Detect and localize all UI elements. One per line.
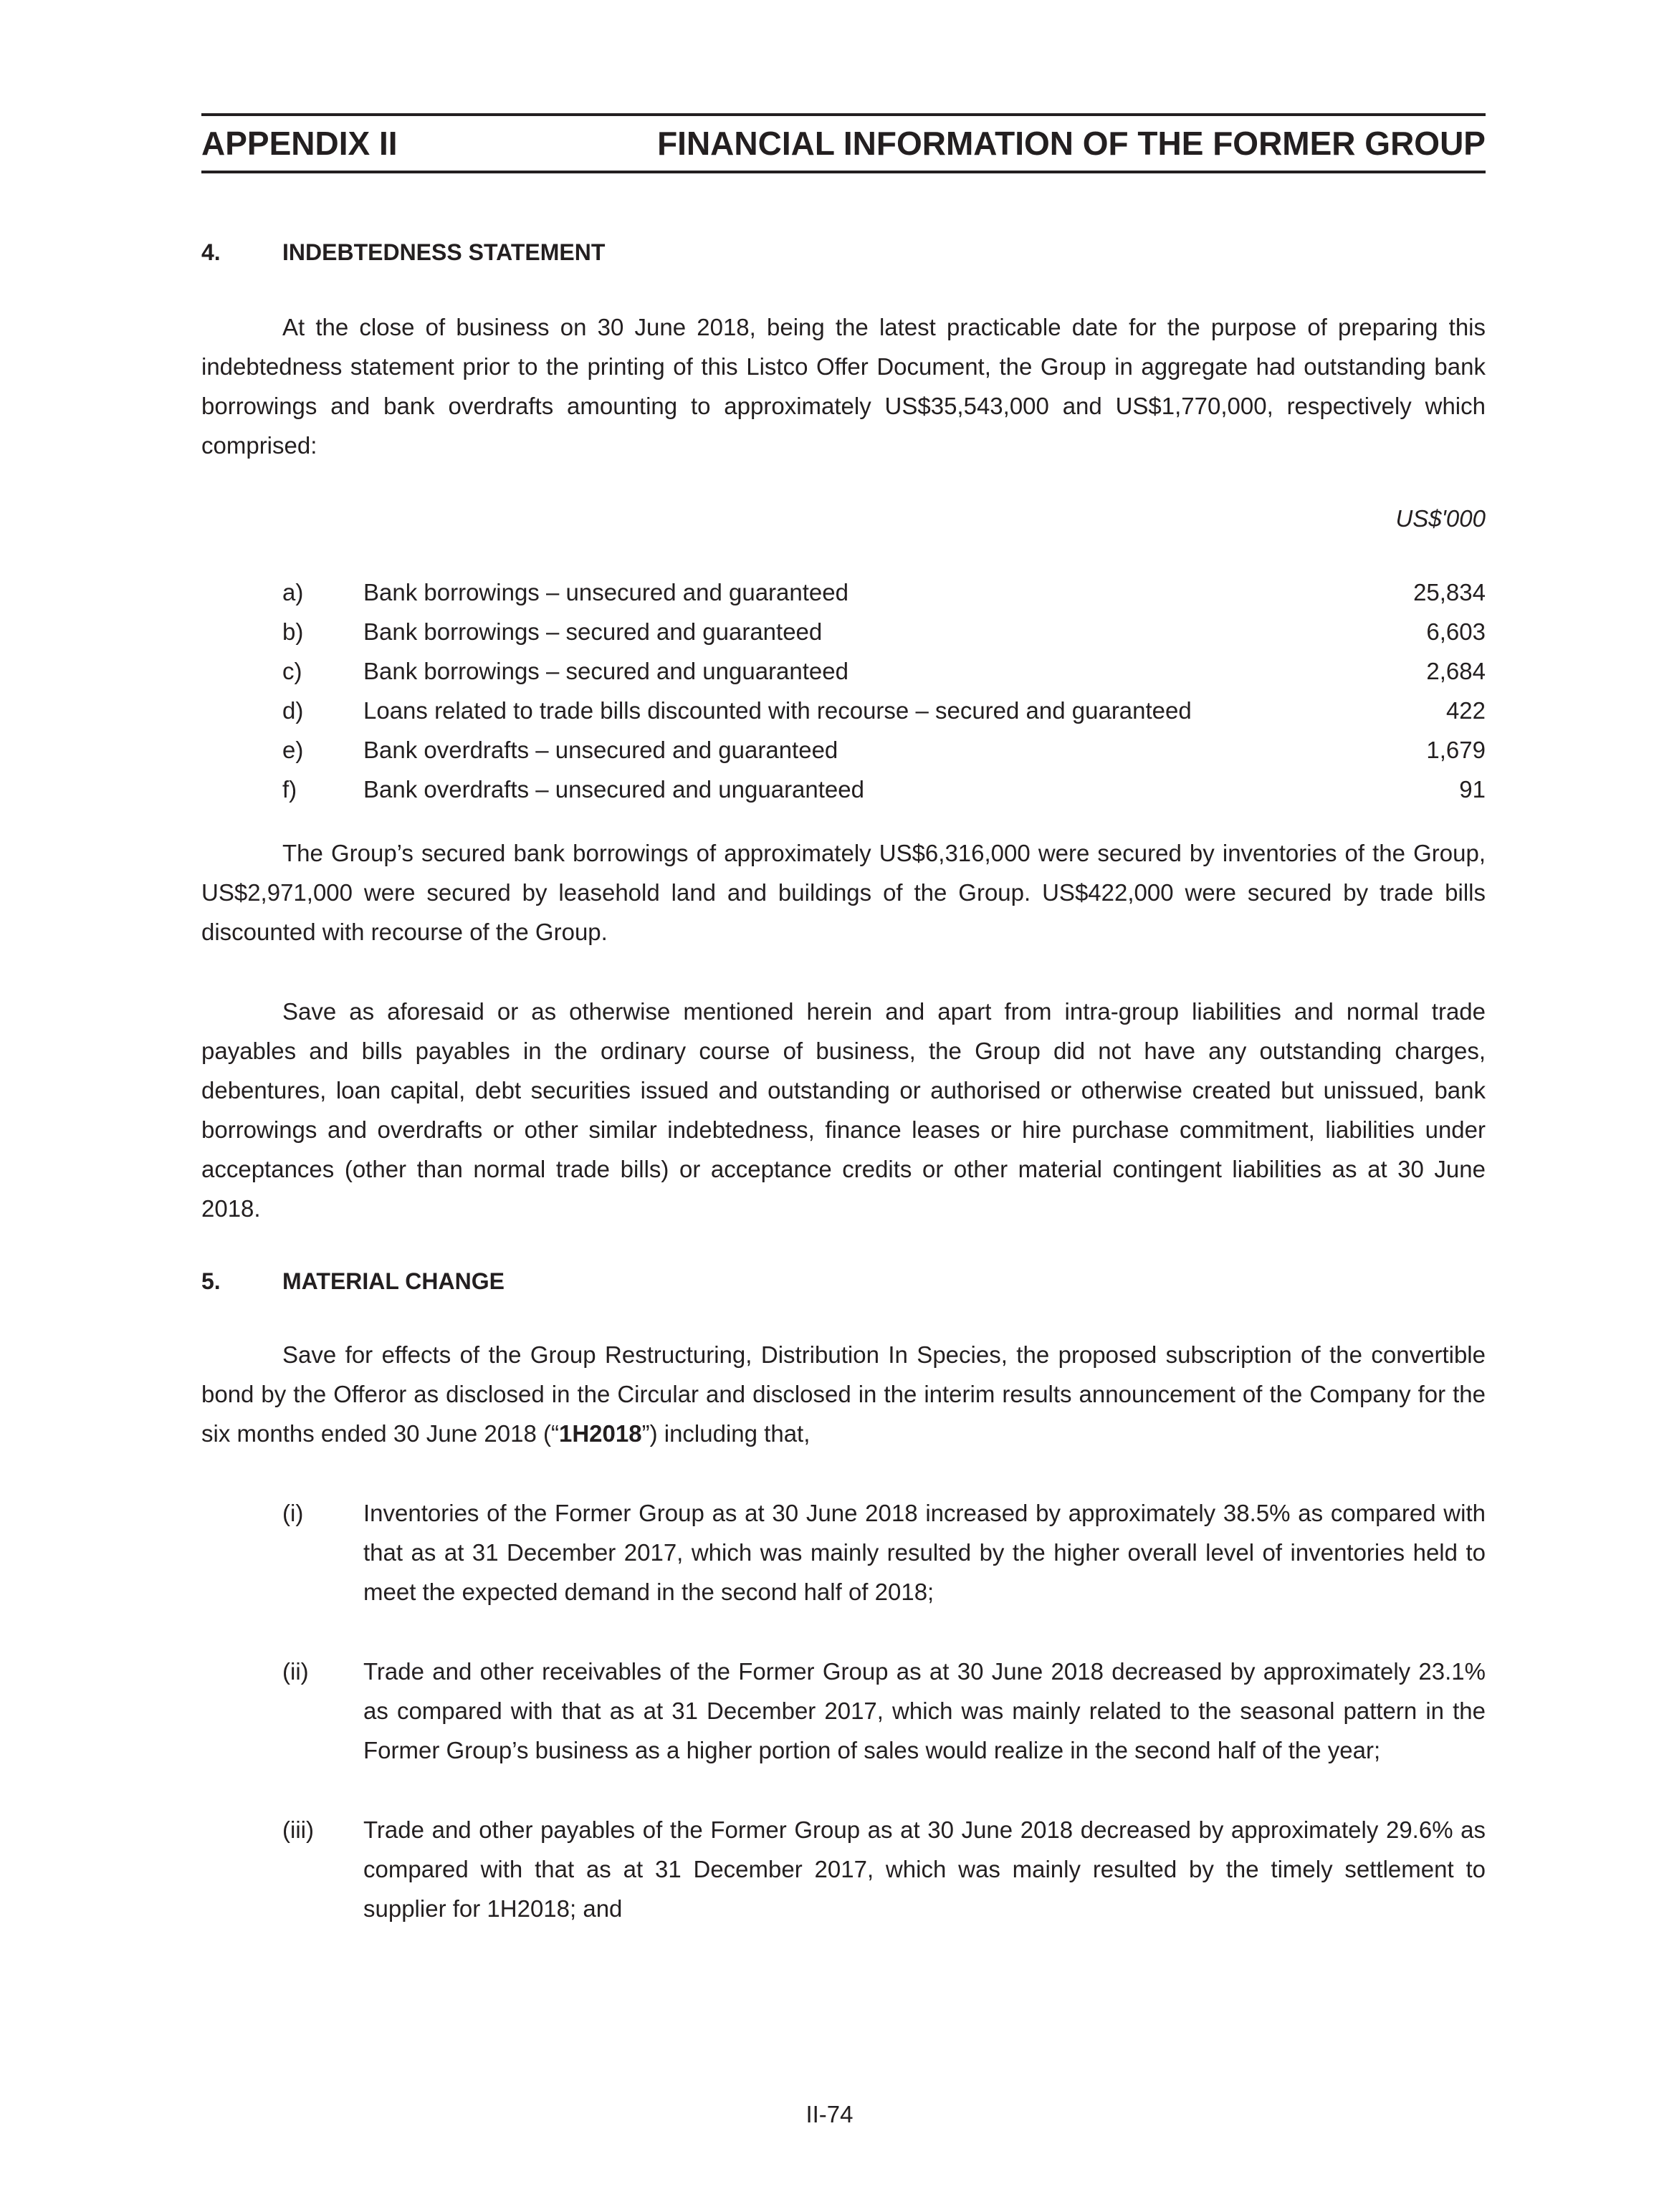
section-title: INDEBTEDNESS STATEMENT <box>282 239 606 265</box>
item-value: 91 <box>1459 776 1486 803</box>
appendix-label: APPENDIX II <box>201 125 398 162</box>
list-item <box>201 770 1486 809</box>
item-description: Loans related to trade bills discounted with recourse – secured and guaranteed <box>363 697 1192 724</box>
document-page <box>201 113 1486 1968</box>
item-label: e) <box>282 737 304 763</box>
item-description: Bank overdrafts – unsecured and guaranteed <box>363 737 838 763</box>
unit-label: US$'000 <box>1395 505 1486 532</box>
header-title: FINANCIAL INFORMATION OF THE FORMER GROUP <box>657 125 1486 162</box>
item-description: Bank overdrafts – unsecured and unguaranteed <box>363 776 864 803</box>
list-item <box>201 1493 1486 1612</box>
list-item <box>201 691 1486 730</box>
item-label: d) <box>282 697 304 724</box>
section-title: MATERIAL CHANGE <box>282 1268 505 1294</box>
item-value: 1,679 <box>1426 737 1486 763</box>
list-item <box>201 1652 1486 1770</box>
page-header <box>201 116 1486 171</box>
page-number: II-74 <box>805 2101 854 2127</box>
defined-term: 1H2018 <box>558 1420 642 1447</box>
indebtedness-list <box>201 573 1486 809</box>
section-number: 5. <box>201 1268 221 1294</box>
item-value: 6,603 <box>1426 618 1486 645</box>
item-label: (i) <box>282 1500 304 1526</box>
item-value: 25,834 <box>1413 579 1486 605</box>
item-label: f) <box>282 776 297 803</box>
item-text: Inventories of the Former Group as at 30 June 2018 increased by approximately 38.5% as compared with that as at 31 December 2017, which was mainly resulted by the higher overall level of inventories held to meet the expected demand in the second half of 2018; <box>363 1500 1486 1605</box>
section-5-heading <box>201 1268 1486 1295</box>
item-description: Bank borrowings – secured and guaranteed <box>363 618 823 645</box>
list-item <box>201 573 1486 612</box>
material-change-list <box>201 1493 1486 1928</box>
intro-text-end: ”) including that, <box>641 1420 811 1447</box>
item-text: Trade and other receivables of the Former Group as at 30 June 2018 decreased by approximately 23.1% as compared with that as at 31 December 2017, which was mainly related to the seasonal pattern in the Former Group’s business as a higher portion of sales would realize in the second half of the year; <box>363 1658 1486 1763</box>
save-as-aforesaid-paragraph: Save as aforesaid or as otherwise mentioned herein and apart from intra-group liabilities and normal trade payables and bills payables in the ordinary course of business, the Group did not have any outstanding charges, debentures, loan capital, debt securities issued and outstanding or authorised or otherwise created but unissued, bank borrowings and overdrafts or other similar indebtedness, finance leases or hire purchase commitment, liabilities under acceptances (other than normal trade bills) or acceptance credits or other material contingent liabilities as at 30 June 2018. <box>201 998 1486 1222</box>
item-description: Bank borrowings – unsecured and guaranteed <box>363 579 848 605</box>
header-bottom-rule <box>201 171 1486 173</box>
item-value: 2,684 <box>1426 658 1486 684</box>
item-label: c) <box>282 658 302 684</box>
indebtedness-intro: At the close of business on 30 June 2018, being the latest practicable date for the purpose of preparing this indebtedness statement prior to the printing of this Listco Offer Document, the Group in aggregate had outstanding bank borrowings and bank overdrafts amounting to approximately US$35,543,000 and US$1,770,000, respectively which comprised: <box>201 314 1486 459</box>
section-4-heading <box>201 239 1486 266</box>
item-text: Trade and other payables of the Former Group as at 30 June 2018 decreased by approximately 29.6% as compared with that as at 31 December 2017, which was mainly resulted by the timely settlement to supplier for 1H2018; and <box>363 1816 1486 1922</box>
item-label: b) <box>282 618 304 645</box>
item-value: 422 <box>1445 697 1486 724</box>
section-number: 4. <box>201 239 221 265</box>
item-label: a) <box>282 579 304 605</box>
item-label: (ii) <box>282 1658 309 1685</box>
list-item <box>201 612 1486 651</box>
item-description: Bank borrowings – secured and unguaranteed <box>363 658 848 684</box>
item-label: (iii) <box>282 1816 314 1843</box>
material-change-intro <box>201 1335 1486 1453</box>
intro-text: Save for effects of the Group Restructuring, Distribution In Species, the proposed subscription of the convertible bond by the Offeror as disclosed in the Circular and disclosed in the interim results announcement of the Company for the six months ended 30 June 2018 (“ <box>201 1341 1486 1447</box>
list-item <box>201 1810 1486 1928</box>
secured-borrowings-paragraph: The Group’s secured bank borrowings of approximately US$6,316,000 were secured by inventories of the Group, US$2,971,000 were secured by leasehold land and buildings of the Group. US$422,000 were secured by trade bills discounted with recourse of the Group. <box>201 840 1486 945</box>
list-item <box>201 651 1486 691</box>
list-item <box>201 730 1486 770</box>
